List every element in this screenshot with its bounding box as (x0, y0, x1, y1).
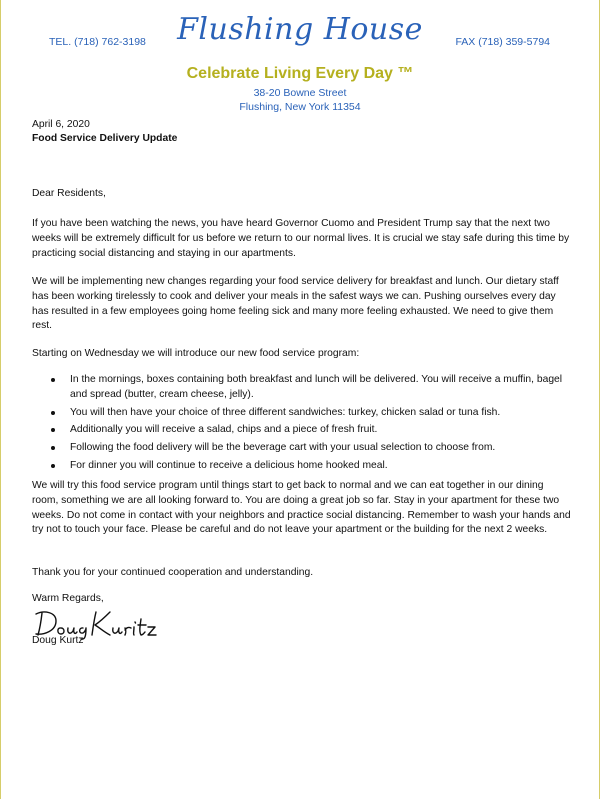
list-item-text: For dinner you will continue to receive a delicious home hooked meal. (70, 459, 388, 471)
bullet-icon (51, 411, 55, 415)
bullet-icon (51, 446, 55, 450)
salutation: Dear Residents, (32, 188, 106, 199)
bullet-icon (51, 464, 55, 468)
letter-date: April 6, 2020 (32, 119, 90, 130)
tagline: Celebrate Living Every Day ™ (186, 65, 414, 82)
bullet-icon (51, 378, 55, 382)
flushing-house-logo: Flushing House (177, 12, 423, 47)
list-item (32, 406, 572, 421)
signer-name: Doug Kurtz (32, 635, 84, 646)
list-item-text: In the mornings, boxes containing both breakfast and lunch will be delivered. You will receive a muffin, bagel and spread (butter, cream cheese, jelly). (70, 374, 563, 400)
telephone-number: TEL. (718) 762-3198 (49, 36, 146, 48)
letter-subject: Food Service Delivery Update (32, 133, 178, 144)
bullet-icon (51, 428, 55, 432)
list-item (32, 373, 572, 403)
program-bullet-list (32, 373, 572, 477)
closing: Warm Regards, (32, 593, 104, 604)
list-item (32, 459, 572, 474)
paragraph-program-intro: Starting on Wednesday we will introduce our new food service program: (32, 348, 360, 359)
paragraph-thanks: Thank you for your continued cooperation and understanding. (32, 567, 314, 578)
left-border (0, 0, 1, 799)
paragraph-stay-safe: We will try this food service program until things start to get back to normal and we can eat together in our dining room, something we are all looking forward to. You are doing a great job so far. Stay in your apartment for these two weeks. Do not come in contact with your neighbors and practice social distancing. Remember to wash your hands and try not to touch your face. Please be careful and do not leave your apartment or the building for the next 2 weeks. (32, 480, 571, 536)
list-item-text: Following the food delivery will be the beverage cart with your usual selection to choose from. (70, 442, 496, 454)
list-item-text: You will then have your choice of three different sandwiches: turkey, chicken salad or tuna fish. (70, 406, 501, 418)
address-street: 38-20 Bowne Street (253, 87, 347, 99)
address-city: Flushing, New York 11354 (239, 101, 361, 113)
list-item (32, 423, 572, 438)
paragraph-changes: We will be implementing new changes regarding your food service delivery for breakfast and lunch. Our dietary staff has been working tirelessly to cook and deliver your meals in the safest ways we can. Pushing ourselves every day has resulted in a few employees going home feeling sick and many more feeling exhausted. We need to give them rest. (32, 276, 559, 332)
list-item (32, 441, 572, 456)
list-item-text: Additionally you will receive a salad, chips and a piece of fresh fruit. (70, 424, 378, 436)
paragraph-news: If you have been watching the news, you have heard Governor Cuomo and President Trump say that the next two weeks will be extremely difficult for us before we return to our normal lives. It is crucial we stay safe during this time by practicing social distancing and staying in our apartments. (32, 218, 570, 259)
fax-number: FAX (718) 359-5794 (455, 36, 550, 48)
